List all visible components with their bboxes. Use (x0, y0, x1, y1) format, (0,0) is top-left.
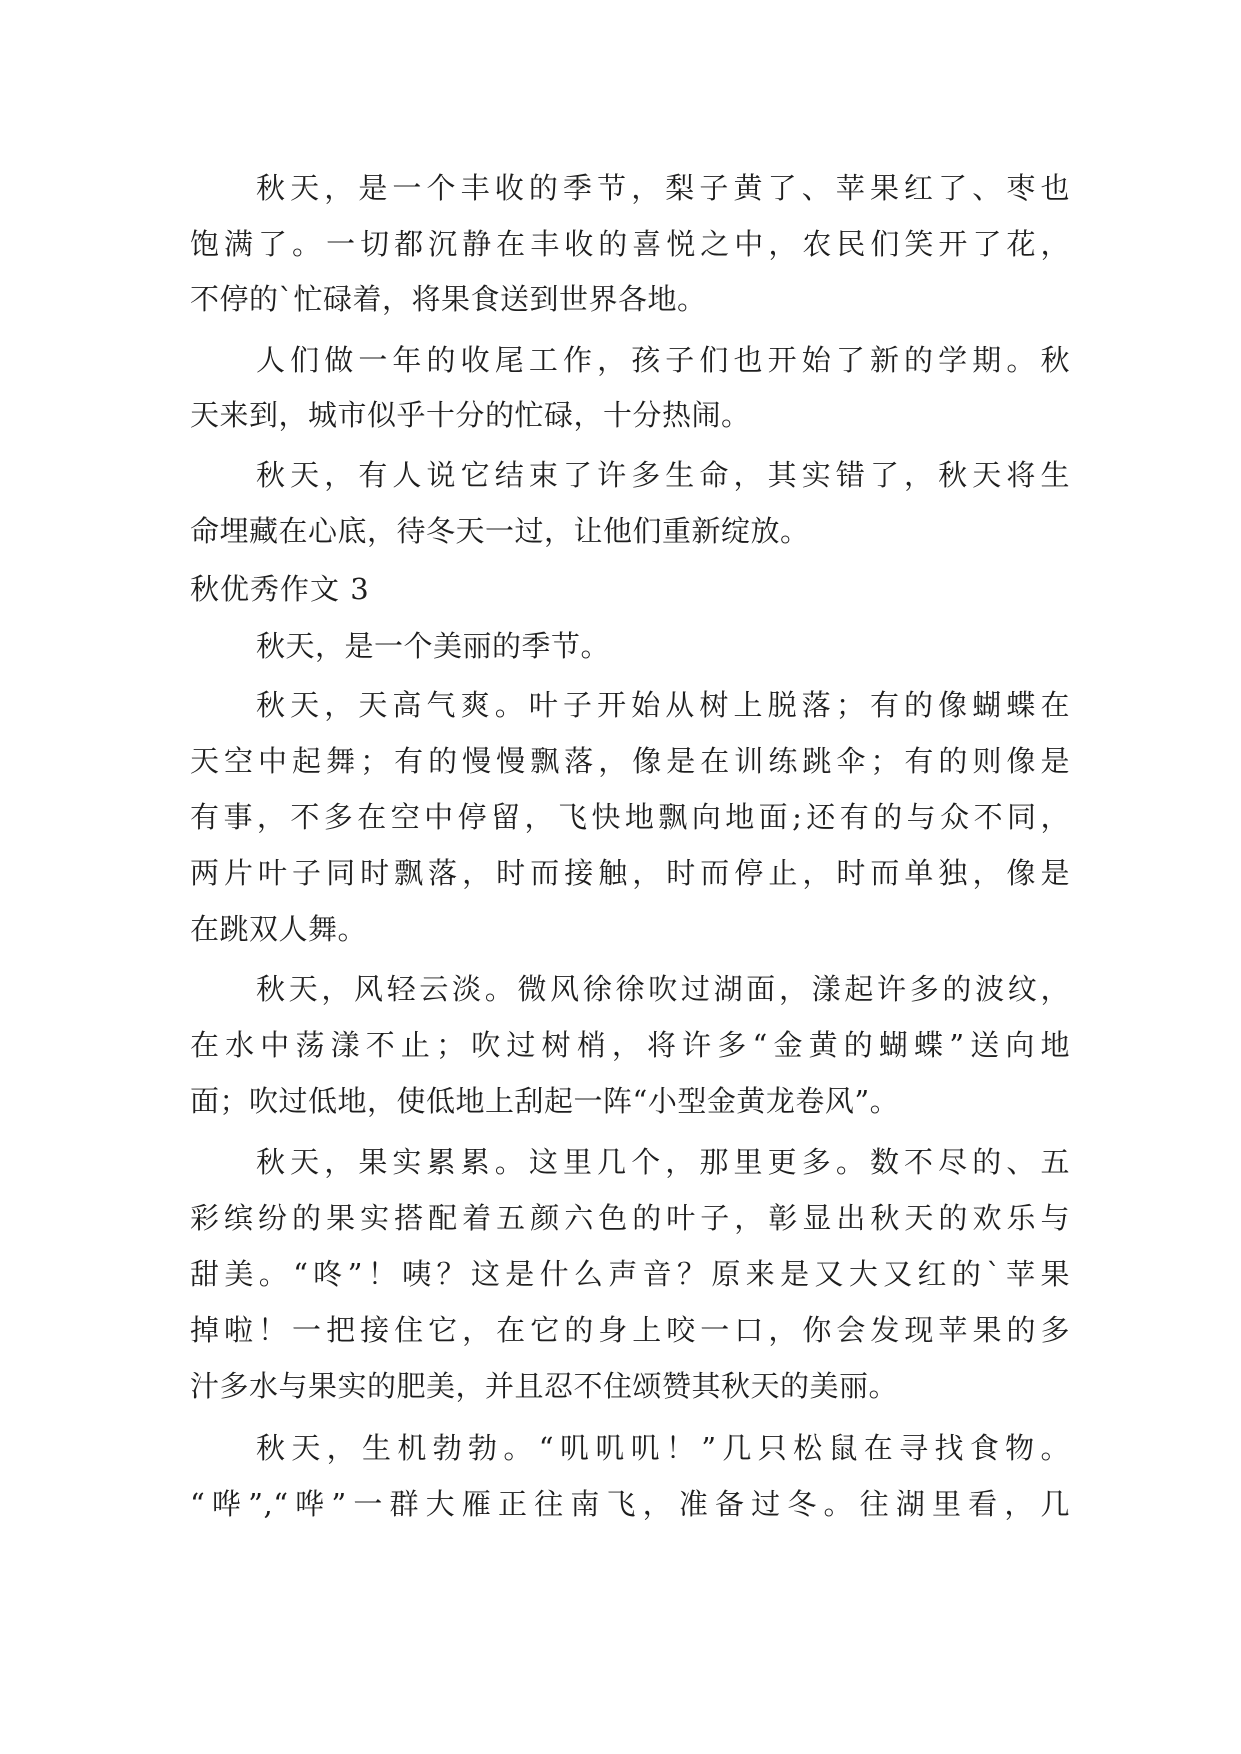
paragraph-line: 彩缤纷的果实搭配着五颜六色的叶子，彰显出秋天的欢乐与 (190, 1201, 1070, 1235)
paragraph-line: 甜美。“咚”！咦？这是什么声音？原来是又大又红的`苹果 (190, 1257, 1070, 1291)
paragraph-line: 秋天，果实累累。这里几个，那里更多。数不尽的、五 (256, 1145, 1070, 1179)
paragraph-line: “哗”,“哗”一群大雁正往南飞，准备过冬。往湖里看，几 (190, 1487, 1070, 1521)
paragraph-line: 有事，不多在空中停留，飞快地飘向地面;还有的与众不同， (190, 800, 1070, 834)
paragraph-line: 天来到，城市似乎十分的忙碌，十分热闹。 (190, 398, 751, 432)
paragraph-line: 在跳双人舞。 (190, 912, 368, 946)
paragraph-line: 秋天，是一个丰收的季节，梨子黄了、苹果红了、枣也 (256, 171, 1070, 205)
paragraph-line: 在水中荡漾不止；吹过树梢，将许多“金黄的蝴蝶”送向地 (190, 1028, 1070, 1062)
paragraph-line: 秋天，是一个美丽的季节。 (256, 629, 611, 663)
paragraph-line: 人们做一年的收尾工作，孩子们也开始了新的学期。秋 (256, 343, 1070, 377)
paragraph-line: 汁多水与果实的肥美，并且忍不住颂赞其秋天的美丽。 (190, 1369, 899, 1403)
paragraph-line: 面；吹过低地，使低地上刮起一阵“小型金黄龙卷风”。 (190, 1084, 900, 1118)
paragraph-line: 秋天，天高气爽。叶子开始从树上脱落；有的像蝴蝶在 (256, 688, 1070, 722)
paragraph-line: 秋天，风轻云淡。微风徐徐吹过湖面，漾起许多的波纹， (256, 972, 1070, 1006)
paragraph-line: 不停的`忙碌着，将果食送到世界各地。 (190, 282, 707, 316)
paragraph-line: 秋天，生机勃勃。“叽叽叽！”几只松鼠在寻找食物。 (256, 1431, 1070, 1465)
paragraph-line: 两片叶子同时飘落，时而接触，时而停止，时而单独，像是 (190, 856, 1070, 890)
section-heading: 秋优秀作文 3 (190, 572, 370, 606)
paragraph-line: 命埋藏在心底，待冬天一过，让他们重新绽放。 (190, 514, 810, 548)
paragraph-line: 天空中起舞；有的慢慢飘落，像是在训练跳伞；有的则像是 (190, 744, 1070, 778)
paragraph-line: 饱满了。一切都沉静在丰收的喜悦之中，农民们笑开了花， (190, 227, 1070, 261)
paragraph-line: 掉啦！一把接住它，在它的身上咬一口，你会发现苹果的多 (190, 1313, 1070, 1347)
paragraph-line: 秋天，有人说它结束了许多生命，其实错了，秋天将生 (256, 458, 1070, 492)
